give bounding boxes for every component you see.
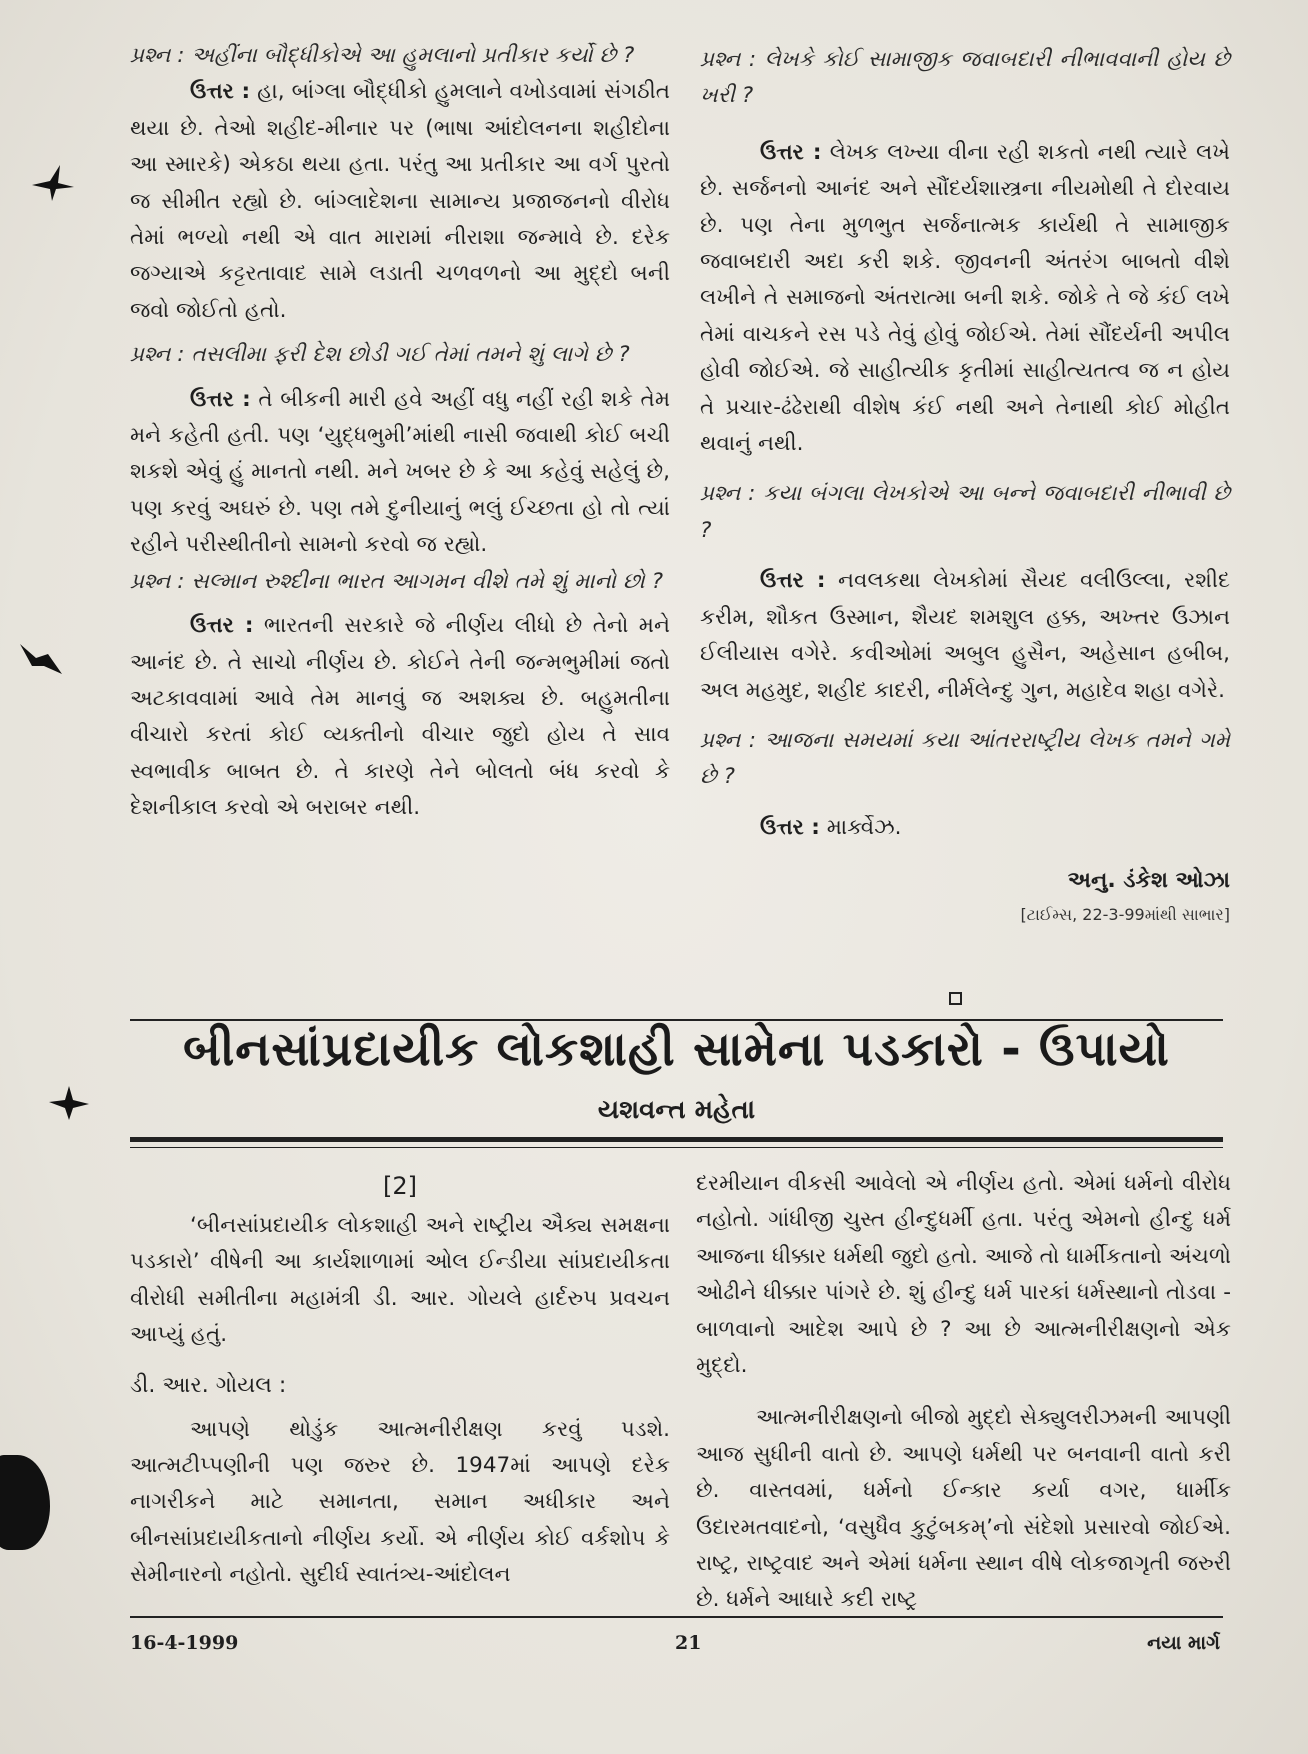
answer-body: ભારતની સરકારે જે નીર્ણય લીધો છે તેનો મને આનંદ છે. તે સાચો નીર્ણય છે. કોઈને તેની જન્મભુમીમાં જતો અટકાવવામાં આવે તેમ માનવું જ અશક્ય છે. બહુમતીના વીચારો કરતાં કોઈ વ્યક્તીનો વીચાર જુદો હોય તે સાવ સ્વભાવીક બાબત છે. તે કારણે તેને બોલતો બંધ કરવો કે દેશનીકાલ કરવો એ બરાબર નથી. bbox=[130, 613, 670, 821]
magazine-name: નયા માર્ગ bbox=[1147, 1632, 1220, 1654]
footer-rule bbox=[130, 1616, 1223, 1618]
divider-line bbox=[130, 1137, 1223, 1142]
article-body: દરમીયાન વીકસી આવેલો એ નીર્ણય હતો. એમાં ધર્મનો વીરોધ નહોતો. ગાંધીજી ચુસ્ત હીન્દુધર્મી હતા. પરંતુ એમનો હીન્દુ ધર્મ આજના ધીક્કાર ધર્મથી જુદો હતો. આજે તો ધાર્મીકતાનો અંચળો ઓઢીને ધીક્કાર પાંગરે છે. શું હીન્દુ ધર્મ પારકાં ધર્મસ્થાનો તોડવા - બાળવાનો આદેશ આપે છે ? આ છે આત્મનીરીક્ષણનો એક મુદ્દો. bbox=[696, 1171, 1231, 1379]
question-text: પ્રશ્ન : લેખકે કોઈ સામાજીક જવાબદારી નીભાવવાની હોય છે ખરી ? bbox=[700, 47, 1230, 109]
speaker-name: ડી. આર. ગોયલ : bbox=[130, 1372, 287, 1398]
answer-text bbox=[130, 74, 670, 329]
divider-line bbox=[130, 1147, 1223, 1148]
source-credit: [ટાઈમ્સ, 22-3-99માંથી સાભાર] bbox=[1020, 905, 1230, 925]
question-text: પ્રશ્ન : તસલીમા ફરી દેશ છોડી ગઈ તેમાં તમને શું લાગે છે ? bbox=[130, 342, 630, 368]
interview-left-column bbox=[130, 38, 670, 827]
footer-date: 16-4-1999 bbox=[130, 1632, 239, 1654]
translator-credit: અનુ. ડંકેશ ઓઝા bbox=[1067, 868, 1230, 894]
answer-label: ઉત્તર : bbox=[190, 386, 251, 412]
answer-text bbox=[130, 608, 670, 826]
answer-text bbox=[130, 382, 670, 564]
article-title: બીનસાંપ્રદાયીક લોકશાહી સામેના પડકારો - ઉપાયો bbox=[183, 1022, 1170, 1077]
part-number: [2] bbox=[383, 1172, 417, 1200]
question-text: પ્રશ્ન : સલ્માન રુશ્દીના ભારત આગમન વીશે તમે શું માનો છો ? bbox=[130, 568, 664, 594]
answer-body: માર્ક્વેઝ. bbox=[826, 814, 902, 840]
answer-text bbox=[700, 810, 1230, 846]
answer-label: ઉત્તર : bbox=[760, 568, 826, 594]
answer-text bbox=[700, 563, 1230, 709]
page-number: 21 bbox=[675, 1632, 702, 1654]
bird-mark-icon bbox=[18, 640, 64, 680]
article-left-column bbox=[130, 1166, 670, 1594]
answer-label: ઉત્તર : bbox=[760, 139, 822, 165]
answer-label: ઉત્તર : bbox=[190, 613, 254, 639]
article-right-column bbox=[696, 1166, 1231, 1619]
answer-label: ઉત્તર : bbox=[760, 814, 820, 840]
bird-mark-icon bbox=[30, 163, 76, 203]
end-of-article-mark bbox=[949, 992, 962, 1005]
answer-body: લેખક લખ્યા વીના રહી શકતો નથી ત્યારે લખે છે. સર્જનનો આનંદ અને સૌંદર્યશાસ્ત્રના નીયમોથી તે દોરવાય છે. પણ તેના મુળભુત સર્જનાત્મક કાર્યથી તે સામાજીક જવાબદારી અદા કરી શકે. જીવનની અંતરંગ બાબતો વીશે લખીને તે સમાજનો અંતરાત્મા બની શકે. જોકે તે જે કંઈ લખે તેમાં વાચકને રસ પડે તેવું હોવું જોઈએ. તેમાં સૌંદર્યની અપીલ હોવી જોઈએ. જે સાહીત્યીક કૃતીમાં સાહીત્યતત્વ જ ન હોય તે પ્રચાર-ઢંઢેરાથી વીશેષ કંઈ નથી અને તેનાથી કોઈ મોહીત થવાનું નથી. bbox=[700, 139, 1230, 457]
article-body: આત્મનીરીક્ષણનો બીજો મુદ્દો સેક્યુલરીઝમની આપણી આજ સુધીની વાતો છે. આપણે ધર્મથી પર બનવાની વાતો કરી છે. વાસ્તવમાં, ધર્મનો ઈન્કાર કર્યા વગર, ધાર્મીક ઉદારમતવાદનો, ‘વસુધૈવ કુટુંબકમ્’નો સંદેશો પ્રસારવો જોઈએ. રાષ્ટ્ર, રાષ્ટ્રવાદ અને એમાં ધર્મના સ્થાન વીષે લોકજાગૃતી જરુરી છે. ધર્મને આધારે કદી રાષ્ટ્ર bbox=[696, 1405, 1231, 1613]
answer-body: નવલકથા લેખકોમાં સૈયદ વલીઉલ્લા, રશીદ કરીમ, શૌકત ઉસ્માન, શૈયદ શમશુલ હક્ક, અખ્તર ઉઝાન ઈલીયાસ વગેરે. કવીઓમાં અબુલ હુસૈન, અહેસાન હબીબ, અલ મહમુદ, શહીદ કાદરી, નીર્મલેન્દુ ગુન, મહાદેવ શહા વગેરે. bbox=[700, 568, 1230, 703]
interview-right-column bbox=[700, 42, 1230, 925]
bird-mark-icon bbox=[45, 1082, 91, 1122]
question-text: પ્રશ્ન : અહીંના બૌદ્ધીકોએ આ હુમલાનો પ્રતીકાર કર્યો છે ? bbox=[130, 43, 635, 68]
question-text: પ્રશ્ન : આજના સમયમાં કયા આંતરરાષ્ટ્રીય લેખક તમને ગમે છે ? bbox=[700, 727, 1230, 790]
article-author: યશવન્ત મહેતા bbox=[597, 1095, 756, 1125]
question-text: પ્રશ્ન : કયા બંગલા લેખકોએ આ બન્ને જવાબદારી નીભાવી છે ? bbox=[700, 481, 1230, 543]
answer-label: ઉત્તર : bbox=[190, 79, 251, 105]
article-body: આપણે થોડુંક આત્મનીરીક્ષણ કરવું પડશે. આત્મટીપ્પણીની પણ જરુર છે. 1947માં આપણે દરેક નાગરીકને માટે સમાનતા, સમાન અધીકાર અને બીનસાંપ્રદાયીકતાનો નીર્ણય કર્યો. એ નીર્ણય કોઈ વર્કશોપ કે સેમીનારનો નહોતો. સુદીર્ઘ સ્વાતંત્ર્ય-આંદોલન bbox=[130, 1416, 670, 1588]
answer-body: હા, બાંગ્લા બૌદ્ધીકો હુમલાને વખોડવામાં સંગઠીત થયા છે. તેઓ શહીદ-મીનાર પર (ભાષા આંદોલનના શહીદોના આ સ્મારકે) એકઠા થયા હતા. પરંતુ આ પ્રતીકાર આ વર્ગ પુરતો જ સીમીત રહ્યો છે. બાંગ્લાદેશના સામાન્ય પ્રજાજનનો વીરોધ તેમાં ભળ્યો નથી એ વાત મારામાં નીરાશા જન્માવે છે. દરેક જગ્યાએ કટ્ટરતાવાદ સામે લડાતી ચળવળનો આ મુદ્દો બની જવો જોઈતો હતો. bbox=[130, 79, 670, 323]
article-intro: ‘બીનસાંપ્રદાયીક લોકશાહી અને રાષ્ટ્રીય ઐક્ય સમક્ષના પડકારો’ વીષેની આ કાર્યશાળામાં ઓલ ઈન્ડીયા સાંપ્રદાયીકતા વીરોધી સમીતીના મહામંત્રી ડી. આર. ગોયલે હાર્દરુપ પ્રવચન આપ્યું હતું. bbox=[130, 1213, 670, 1348]
answer-text bbox=[700, 135, 1230, 463]
answer-body: તે બીકની મારી હવે અહીં વધુ નહીં રહી શકે તેમ મને કહેતી હતી. પણ ‘યુદ્ધભુમી’માંથી નાસી જવાથી કોઈ બચી શકશે એવું હું માનતો નથી. મને ખબર છે કે આ કહેવું સહેલું છે, પણ કરવું અઘરું છે. પણ તમે દુનીયાનું ભલું ઈચ્છતા હો તો ત્યાં રહીને પરીસ્થીતીનો સામનો કરવો જ રહ્યો. bbox=[130, 386, 670, 558]
